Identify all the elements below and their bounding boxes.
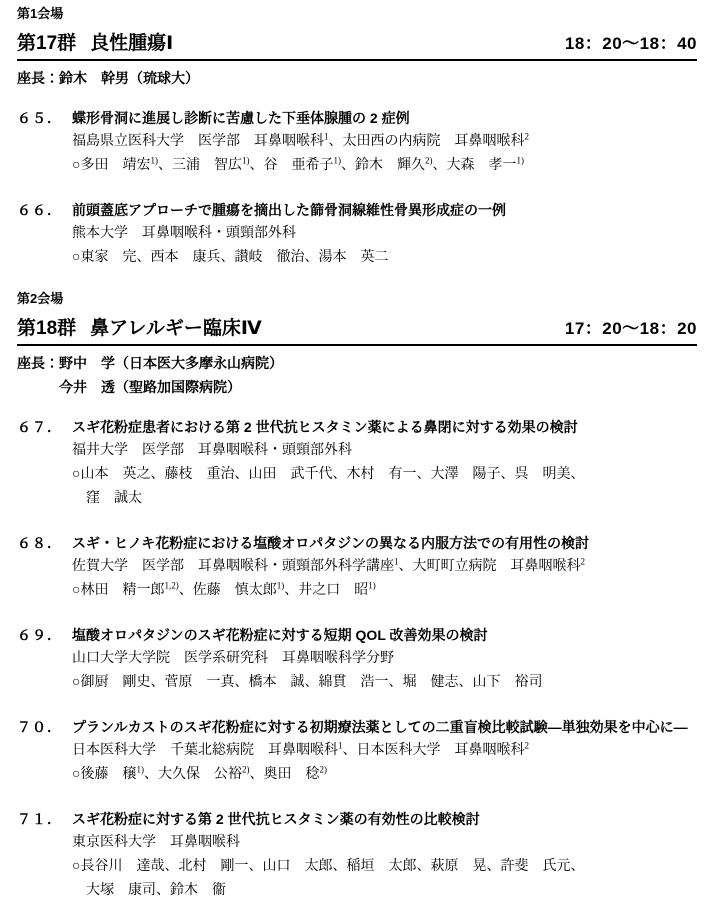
group-number: 第17群 (17, 33, 77, 54)
item-body (72, 555, 697, 603)
authors-line: ○御厨 剛史、菅原 一真、橋本 誠、綿貫 浩一、堀 健志、山下 裕司 (72, 675, 543, 690)
footnote-ref: 1) (368, 580, 376, 591)
item-head (17, 198, 697, 222)
items-list (17, 106, 697, 270)
footnote-ref: 2) (319, 764, 327, 775)
group-number: 第18群 (17, 318, 77, 339)
item-title: 蝶形骨洞に進展し診断に苦慮した下垂体腺腫の 2 症例 (72, 110, 410, 126)
group-heading (17, 316, 262, 341)
item-head (17, 715, 697, 739)
item-body (72, 739, 697, 787)
item-number: ６９． (17, 627, 62, 643)
chair-name: 今井 透（聖路加国際病院） (59, 379, 241, 395)
venue-label: 第2会場 (17, 291, 64, 306)
presentation-item (17, 198, 697, 270)
items-list (17, 415, 697, 903)
presentation-item (17, 715, 697, 787)
chair-name: 野中 学（日本医大多摩永山病院） (59, 355, 283, 371)
footnote-ref: 2) (241, 764, 250, 775)
footnote-ref: 2 (524, 131, 529, 142)
authors-line: ○山本 英之、藤枝 重治、山田 武千代、木村 有一、大澤 陽子、呉 明美、 (72, 467, 585, 482)
presentation-item (17, 623, 697, 695)
affiliation-line: 福島県立医科大学 医学部 耳鼻咽喉科$^1$、太田西の内病院 耳鼻咽喉科$^2$ (72, 131, 529, 149)
footnote-ref: 1) (150, 155, 158, 166)
footnote-ref: 1 (338, 740, 343, 751)
authors-line: 窪 誠太 (86, 491, 142, 506)
footnote-ref: 1,2) (164, 580, 179, 591)
chair-names (59, 66, 199, 90)
item-number: ６７． (17, 419, 62, 435)
item-number: ６８． (17, 535, 62, 551)
chair-label: 座長： (17, 355, 59, 371)
affiliation-line: 山口大学大学院 医学系研究科 耳鼻咽喉科学分野 (72, 651, 394, 666)
footnote-ref: 1) (241, 155, 250, 166)
item-number: ６５． (17, 110, 62, 126)
group-heading-row (17, 31, 697, 61)
item-head (17, 807, 697, 831)
group-time: 18：20～18：40 (564, 34, 697, 53)
venue-label: 第1会場 (17, 6, 64, 21)
item-number: ７０． (17, 719, 62, 735)
footnote-ref: 1) (516, 155, 524, 166)
footnote-ref: 1 (394, 556, 399, 567)
section (17, 290, 697, 903)
footnote-ref: 1) (276, 580, 285, 591)
footnote-ref: 1) (333, 155, 341, 166)
item-body (72, 222, 697, 270)
chair-name: 鈴木 幹男（琉球大） (59, 70, 199, 86)
affiliation-line: 佐賀大学 医学部 耳鼻咽喉科・頭頸部外科学講座$^1$、大町町立病院 耳鼻咽喉科$^2$ (72, 556, 585, 574)
affiliation-line: 東京医科大学 耳鼻咽喉科 (72, 835, 240, 850)
item-body (72, 130, 697, 178)
item-body (72, 439, 697, 511)
item-body (72, 647, 697, 695)
item-number: ６６． (17, 202, 62, 218)
item-title: スギ花粉症患者における第 2 世代抗ヒスタミン薬による鼻閉に対する効果の検討 (72, 419, 578, 435)
presentation-item (17, 807, 697, 903)
chair-names (59, 351, 283, 399)
group-heading-row (17, 316, 697, 346)
item-title: スギ花粉症に対する第 2 世代抗ヒスタミン薬の有効性の比較検討 (72, 811, 480, 827)
group-heading (17, 31, 173, 56)
affiliation-line: 熊本大学 耳鼻咽喉科・頭頸部外科 (72, 226, 296, 241)
item-title: スギ・ヒノキ花粉症における塩酸オロパタジンの異なる内服方法での有用性の検討 (72, 535, 589, 551)
item-number: ７１． (17, 811, 62, 827)
authors-line: ○林田 精一郎$^{1,2)}$、佐藤 慎太郎$^{1)}$、井之口 昭$^{1)}$ (72, 580, 376, 598)
group-time: 17：20～18：20 (564, 319, 697, 338)
item-head (17, 531, 697, 555)
item-head (17, 415, 697, 439)
footnote-ref: 2) (424, 155, 433, 166)
authors-line: ○東家 完、西本 康兵、讃岐 徹治、湯本 英二 (72, 250, 389, 265)
authors-line: ○後藤 穣$^{1)}$、大久保 公裕$^{2)}$、奥田 稔$^{2)}$ (72, 764, 327, 782)
footnote-ref: 2 (524, 740, 529, 751)
chair-row (17, 351, 697, 399)
item-head (17, 106, 697, 130)
presentation-item (17, 106, 697, 178)
presentation-item (17, 531, 697, 603)
authors-line: ○多田 靖宏$^{1)}$、三浦 智広$^{1)}$、谷 亜希子$^{1)}$、鈴木 輝久$^{2)}$、大森 孝一$^{1)}$ (72, 155, 524, 173)
affiliation-line: 日本医科大学 千葉北総病院 耳鼻咽喉科$^1$、日本医科大学 耳鼻咽喉科$^2$ (72, 740, 529, 758)
group-title: 鼻アレルギー臨床Ⅳ (90, 318, 262, 339)
section (17, 5, 697, 270)
presentation-item (17, 415, 697, 511)
authors-line: ○長谷川 達哉、北村 剛一、山口 太郎、稲垣 太郎、萩原 晃、許斐 氏元、 (72, 859, 585, 874)
item-title: プランルカストのスギ花粉症に対する初期療法薬としての二重盲検比較試験―単独効果を中心に― (72, 719, 688, 735)
footnote-ref: 2 (580, 556, 585, 567)
item-body (72, 831, 697, 903)
chair-label: 座長： (17, 70, 59, 86)
item-head (17, 623, 697, 647)
footnote-ref: 1 (324, 131, 329, 142)
item-title: 塩酸オロパタジンのスギ花粉症に対する短期 QOL 改善効果の検討 (72, 627, 488, 643)
group-title: 良性腫瘍Ⅰ (90, 33, 174, 54)
authors-line: 大塚 康司、鈴木 衞 (86, 883, 226, 898)
program (17, 5, 697, 903)
footnote-ref: 1) (136, 764, 144, 775)
affiliation-line: 福井大学 医学部 耳鼻咽喉科・頭頸部外科 (72, 443, 352, 458)
item-title: 前頭蓋底アプローチで腫瘍を摘出した篩骨洞線維性骨異形成症の一例 (72, 202, 506, 218)
chair-row (17, 66, 697, 90)
